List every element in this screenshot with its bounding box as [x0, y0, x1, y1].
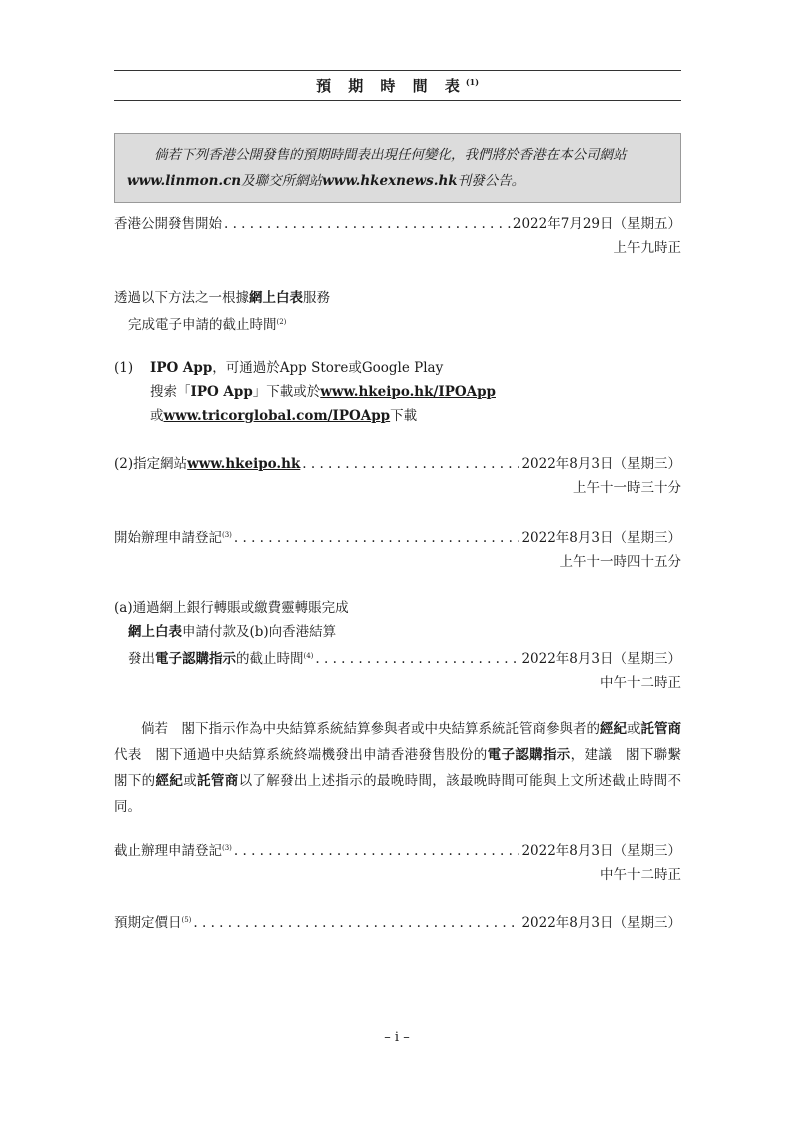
hkeipo-app-link[interactable]: www.hkeipo.hk/IPOApp: [320, 384, 496, 400]
method-1-line1: ，可通過於App Store或Google Play: [212, 360, 444, 376]
public-offer-start-label: 香港公開發售開始: [114, 216, 222, 232]
payment-line3-a: 發出: [128, 651, 155, 667]
method-1-line3-a: 或: [150, 408, 164, 424]
page-title-text: 預 期 時 間 表: [315, 77, 466, 95]
method-2: [114, 452, 681, 500]
method-1-line2-a: 搜索「: [150, 384, 191, 400]
leader-dots: [234, 526, 520, 550]
lists-close-time: 中午十二時正: [600, 867, 681, 883]
public-offer-start-time: 上午九時正: [613, 240, 681, 256]
white-form-line1-end: 服務: [303, 290, 330, 306]
leader-dots: [224, 212, 511, 236]
method-2-number: (2): [114, 456, 134, 472]
advice-text-e: 或: [183, 773, 198, 789]
notice-text-1: 倘若下列香港公開發售的預期時間表出現任何變化，我們將於香港在本公司網站: [154, 147, 627, 163]
method-1: [114, 356, 681, 428]
method-1-number: (1): [114, 360, 134, 376]
leader-dots: [193, 911, 519, 935]
method-2-label: 指定網站: [133, 456, 188, 472]
notice-box: [114, 133, 681, 203]
leader-dots: [302, 452, 519, 476]
advice-text-a: 倘若 閣下指示作為中央結算系統結算參與者或中央結算系統託管商參與者的: [141, 721, 600, 737]
footnote-mark: (3): [222, 844, 232, 852]
row-lists-close: [114, 836, 681, 887]
document-page: [114, 70, 681, 203]
payment-line2: 申請付款及(b)向香港結算: [182, 624, 337, 640]
payment-time: 中午十二時正: [600, 675, 681, 691]
public-offer-start-date: 2022年7月29日（星期五）: [512, 216, 681, 232]
custodian-term: 託管商: [640, 721, 681, 737]
custodian-term-2: 託管商: [197, 773, 239, 789]
page-title: [114, 71, 681, 100]
advice-paragraph: [114, 716, 695, 820]
footnote-mark: (5): [181, 916, 192, 924]
hkex-website: www.hkexnews.hk: [322, 173, 458, 189]
lists-open-label: 開始辦理申請登記: [114, 530, 222, 546]
advice-text-f: 以了解發出上述指示的最晚時間，該最晚時間可能與上文所述截止時間不同。: [114, 773, 682, 815]
title-footnote-mark: (1): [465, 77, 480, 87]
lists-open-time: 上午十一時四十五分: [559, 554, 681, 570]
row-payment-deadline: [114, 596, 681, 695]
tricor-app-link[interactable]: www.tricorglobal.com/IPOApp: [163, 408, 391, 424]
white-form-line1: 透過以下方法之一根據: [114, 290, 249, 306]
white-form-line2: 完成電子申請的截止時間: [128, 317, 277, 333]
footnote-mark: (3): [222, 531, 232, 539]
advice-text-b: 或: [627, 721, 641, 737]
footnote-mark: (4): [303, 652, 314, 660]
row-white-form-deadline: [114, 286, 681, 337]
row-public-offer-start: [114, 212, 681, 260]
payment-date: 2022年8月3日（星期三）: [521, 651, 681, 667]
broker-term-2: 經紀: [155, 773, 184, 789]
row-lists-open: [114, 523, 681, 574]
advice-text-c: 代表 閣下通過中央結算系統終端機發出申請香港發售股份的: [114, 747, 488, 763]
lists-open-date: 2022年8月3日（星期三）: [521, 530, 681, 546]
payment-line3-c: 的截止時間: [236, 651, 304, 667]
ipo-app-name: IPO App: [150, 360, 213, 376]
notice-text-2: 及聯交所網站: [241, 173, 323, 189]
footnote-mark: (2): [276, 318, 287, 326]
price-date-value: 2022年8月3日（星期三）: [521, 915, 681, 931]
broker-term: 經紀: [600, 721, 627, 737]
title-bottom-rule: [114, 100, 681, 101]
white-form-term: 網上白表: [249, 290, 303, 306]
electronic-instructions-term: 電子認購指示: [487, 747, 571, 763]
company-website: www.linmon.cn: [127, 173, 242, 189]
leader-dots: [315, 647, 519, 671]
page-number: – i –: [384, 1030, 410, 1045]
electronic-instructions-term: 電子認購指示: [155, 651, 236, 667]
price-date-label: 預期定價日: [114, 915, 182, 931]
leader-dots: [234, 839, 520, 863]
payment-line1: (a)通過網上銀行轉賬或繳費靈轉賬完成: [114, 600, 349, 616]
hkeipo-link[interactable]: www.hkeipo.hk: [187, 456, 301, 472]
lists-close-label: 截止辦理申請登記: [114, 843, 222, 859]
advice-text-d: ，建議 閣下聯繫 閣下的: [114, 747, 695, 789]
method-1-line3-b: 下載: [390, 408, 418, 424]
row-price-date: [114, 908, 681, 935]
method-2-date: 2022年8月3日（星期三）: [521, 456, 681, 472]
ipo-app-name-2: IPO App: [190, 384, 253, 400]
white-form-term: 網上白表: [128, 624, 182, 640]
method-2-time: 上午十一時三十分: [573, 480, 681, 496]
notice-text-3: 刊發公告。: [457, 173, 526, 189]
method-1-line2-c: 」下載或於: [252, 384, 321, 400]
lists-close-date: 2022年8月3日（星期三）: [521, 843, 681, 859]
